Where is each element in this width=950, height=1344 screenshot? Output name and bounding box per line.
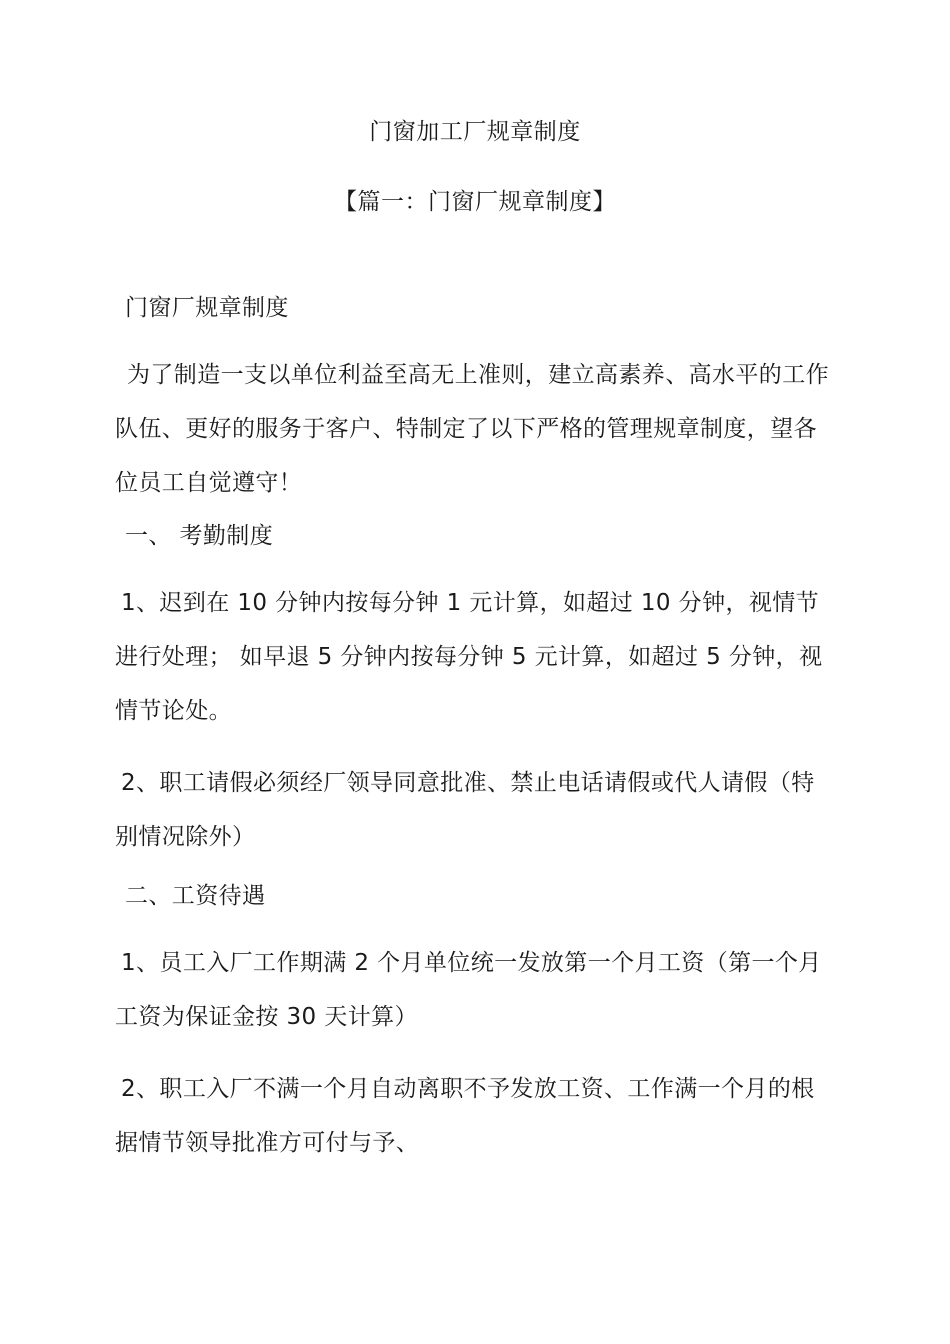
attendance-heading: 一、 考勤制度 — [125, 523, 274, 549]
section-heading: 门窗厂规章制度 — [125, 295, 289, 321]
attendance-item-2: 2、职工请假必须经厂领导同意批准、禁止电话请假或代人请假（特别情况除外） — [115, 770, 815, 850]
document-subtitle: 【篇一：门窗厂规章制度】 — [334, 189, 616, 215]
wages-item-1: 1、员工入厂工作期满 2 个月单位统一发放第一个月工资（第一个月工资为保证金按 30 天计算） — [115, 950, 822, 1030]
wages-heading: 二、工资待遇 — [125, 883, 266, 909]
intro-paragraph: 为了制造一支以单位利益至高无上准则，建立高素养、高水平的工作队伍、更好的服务于客户、特制定了以下严格的管理规章制度，望各位员工自觉遵守！ — [115, 362, 829, 496]
attendance-item-1: 1、迟到在 10 分钟内按每分钟 1 元计算，如超过 10 分钟，视情节进行处理； 如早退 5 分钟内按每分钟 5 元计算，如超过 5 分钟，视情节论处。 — [115, 590, 823, 724]
wages-item-2: 2、职工入厂不满一个月自动离职不予发放工资、工作满一个月的根据情节领导批准方可付与予、 — [115, 1076, 815, 1156]
document-title: 门窗加工厂规章制度 — [369, 119, 581, 145]
document-body — [115, 290, 835, 1188]
